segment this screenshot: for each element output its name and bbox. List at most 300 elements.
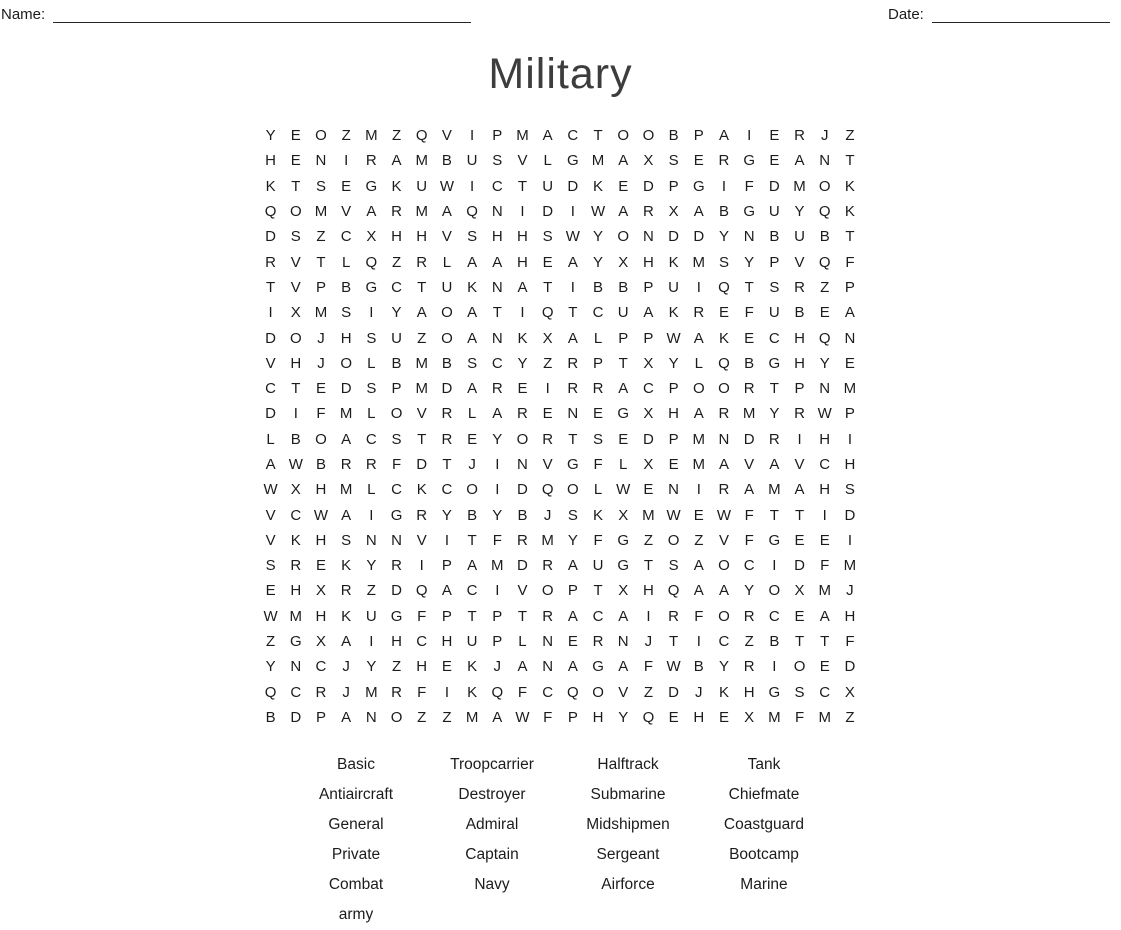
grid-letter: F [744, 506, 754, 524]
grid-letter: E [718, 304, 729, 322]
grid-letter: Z [417, 329, 427, 347]
grid-letter: K [341, 557, 352, 575]
grid-letter: C [265, 380, 277, 398]
word-list-item: Combat [328, 876, 384, 893]
grid-letter: M [365, 683, 378, 701]
grid-letter: R [441, 405, 453, 423]
grid-letter: Q [818, 253, 831, 271]
grid-letter: G [365, 177, 378, 195]
grid-letter: I [444, 683, 449, 701]
grid-letter: Y [718, 658, 729, 676]
grid-letter: Q [415, 127, 428, 145]
grid-letter: H [794, 354, 805, 372]
grid-letter: K [467, 278, 478, 296]
grid-letter: Q [541, 481, 554, 499]
grid-letter: D [693, 228, 705, 246]
grid-letter: O [466, 481, 478, 499]
grid-letter: Z [543, 354, 553, 372]
grid-letter: X [290, 481, 301, 499]
grid-letter: R [391, 683, 402, 701]
grid-letter: Q [718, 278, 730, 296]
grid-letter: H [844, 607, 856, 625]
grid-letter: B [794, 304, 805, 322]
date-fill-line [932, 7, 1110, 23]
grid-letter: W [263, 481, 278, 499]
date-label: Date: [888, 6, 924, 23]
grid-letter: X [366, 228, 377, 246]
grid-letter: A [441, 203, 452, 221]
grid-letter: K [265, 177, 276, 195]
grid-letter: O [390, 708, 403, 726]
grid-letter: M [692, 253, 706, 271]
grid-letter: T [543, 278, 553, 296]
grid-letter: I [520, 304, 525, 322]
grid-letter: Z [391, 658, 402, 676]
grid-letter: J [342, 658, 350, 676]
grid-letter: X [618, 582, 629, 600]
grid-letter: A [693, 557, 704, 575]
grid-letter: I [696, 633, 701, 651]
grid-letter: Y [744, 253, 755, 271]
name-fill-line [53, 7, 471, 23]
grid-letter: C [491, 177, 503, 195]
grid-letter: C [491, 354, 503, 372]
grid-letter: V [718, 531, 729, 549]
grid-letter: A [567, 253, 578, 271]
grid-letter: D [416, 456, 428, 473]
grid-letter: I [419, 557, 424, 575]
grid-letter: X [643, 456, 654, 473]
grid-letter: H [642, 253, 654, 271]
grid-letter: S [542, 228, 553, 246]
grid-letter: D [743, 430, 755, 448]
grid-letter: Q [818, 329, 831, 347]
grid-letter: M [339, 481, 353, 499]
grid-letter: B [265, 708, 276, 726]
grid-letter: A [718, 456, 729, 473]
grid-letter: F [417, 683, 427, 701]
grid-letter: I [696, 481, 701, 499]
grid-letter: N [365, 531, 377, 549]
grid-letter: G [743, 152, 755, 170]
grid-letter: W [263, 607, 278, 625]
grid-letter: C [365, 430, 377, 448]
grid-letter: C [466, 582, 478, 600]
grid-letter: R [718, 405, 730, 423]
grid-letter: R [668, 607, 680, 625]
grid-letter: K [718, 329, 729, 347]
grid-letter: R [794, 405, 805, 423]
grid-letter: T [794, 506, 805, 524]
grid-letter: A [467, 304, 478, 322]
grid-letter: H [743, 683, 755, 701]
grid-letter: V [290, 253, 301, 271]
grid-letter: E [315, 557, 326, 575]
grid-letter: A [567, 658, 578, 676]
grid-letter: B [769, 633, 780, 651]
grid-letter: U [391, 329, 402, 347]
grid-letter: T [291, 177, 301, 195]
grid-letter: O [718, 380, 730, 398]
grid-letter: C [340, 228, 352, 246]
grid-letter: A [467, 253, 478, 271]
grid-letter: P [441, 607, 452, 625]
grid-letter: J [317, 354, 325, 372]
grid-letter: R [794, 127, 805, 145]
grid-letter: M [491, 557, 504, 575]
grid-letter: E [794, 607, 805, 625]
grid-letter: D [441, 380, 453, 398]
word-list-item: Admiral [465, 816, 519, 833]
grid-letter: E [819, 531, 830, 549]
word-list-item: Captain [465, 846, 519, 863]
grid-letter: J [317, 329, 325, 347]
grid-letter: S [315, 177, 326, 195]
grid-letter: O [567, 481, 579, 499]
grid-letter: X [643, 405, 654, 423]
grid-letter: H [290, 354, 302, 372]
grid-letter: T [643, 557, 653, 575]
grid-letter: U [416, 177, 428, 195]
grid-letter: P [315, 278, 326, 296]
grid-letter: P [441, 557, 452, 575]
grid-letter: E [844, 354, 855, 372]
grid-letter: S [341, 304, 352, 322]
grid-letter: M [415, 354, 428, 372]
grid-letter: D [768, 177, 780, 195]
grid-letter: S [467, 228, 478, 246]
grid-letter: J [342, 683, 350, 701]
grid-letter: V [265, 531, 276, 549]
grid-letter: X [744, 708, 755, 726]
grid-letter: H [592, 708, 604, 726]
grid-letter: C [391, 481, 402, 499]
grid-letter: V [416, 405, 427, 423]
grid-letter: Y [593, 253, 604, 271]
grid-letter: R [517, 405, 528, 423]
grid-letter: Y [517, 354, 528, 372]
grid-letter: C [441, 481, 453, 499]
grid-letter: N [642, 228, 654, 246]
grid-letter: G [743, 203, 755, 221]
grid-letter: F [391, 456, 402, 473]
grid-letter: D [668, 228, 680, 246]
grid-letter: T [442, 456, 452, 473]
grid-letter: M [843, 380, 857, 398]
grid-letter: Y [391, 304, 402, 322]
grid-letter: K [844, 203, 855, 221]
grid-letter: V [744, 456, 755, 473]
grid-letter: S [769, 278, 780, 296]
grid-letter: R [441, 430, 453, 448]
grid-letter: Z [442, 708, 452, 726]
grid-letter: Y [794, 203, 805, 221]
word-list-item: army [338, 906, 374, 923]
grid-letter: R [642, 203, 654, 221]
grid-letter: V [794, 456, 805, 473]
grid-letter: E [819, 304, 830, 322]
grid-letter: Z [417, 708, 427, 726]
grid-letter: R [290, 557, 302, 575]
grid-letter: P [668, 177, 679, 195]
grid-letter: T [568, 430, 578, 448]
grid-letter: S [794, 683, 805, 701]
grid-letter: C [592, 304, 604, 322]
grid-letter: R [542, 557, 554, 575]
grid-letter: S [265, 557, 276, 575]
grid-letter: P [593, 354, 604, 372]
grid-letter: M [415, 203, 428, 221]
grid-letter: H [391, 228, 402, 246]
grid-letter: I [470, 127, 475, 145]
grid-letter: H [819, 481, 831, 499]
grid-letter: S [341, 531, 352, 549]
grid-letter: M [818, 708, 831, 726]
grid-letter: A [517, 278, 528, 296]
grid-letter: C [290, 506, 302, 524]
grid-letter: L [367, 481, 376, 499]
grid-letter: W [439, 177, 454, 195]
grid-letter: N [542, 633, 554, 651]
grid-letter: A [492, 253, 503, 271]
grid-letter: L [467, 405, 477, 423]
grid-letter: G [617, 531, 630, 549]
grid-letter: X [643, 354, 654, 372]
grid-letter: H [315, 481, 327, 499]
grid-letter: R [743, 658, 755, 676]
grid-letter: T [744, 278, 754, 296]
grid-letter: O [818, 177, 831, 195]
grid-letter: K [844, 177, 855, 195]
grid-letter: B [441, 354, 452, 372]
grid-letter: J [493, 658, 502, 676]
grid-letter: A [441, 582, 452, 600]
grid-letter: B [819, 228, 830, 246]
grid-letter: V [542, 456, 553, 473]
grid-letter: A [794, 481, 805, 499]
grid-letter: G [390, 506, 403, 524]
grid-letter: M [314, 304, 328, 322]
grid-letter: R [592, 380, 604, 398]
word-list-item: Tank [747, 756, 781, 773]
grid-letter: R [517, 531, 528, 549]
grid-letter: D [517, 557, 528, 575]
grid-letter: O [289, 203, 302, 221]
grid-letter: K [593, 506, 604, 524]
grid-letter: E [668, 708, 679, 726]
grid-letter: S [366, 380, 377, 398]
grid-letter: I [369, 633, 374, 651]
grid-letter: E [290, 127, 301, 145]
grid-letter: B [668, 127, 679, 145]
grid-letter: W [313, 506, 329, 524]
grid-letter: G [592, 658, 604, 676]
grid-letter: N [391, 531, 402, 549]
grid-letter: O [315, 430, 327, 448]
grid-letter: A [618, 607, 629, 625]
grid-letter: B [693, 658, 704, 676]
grid-letter: R [416, 506, 428, 524]
grid-letter: H [265, 152, 277, 170]
grid-letter: M [591, 152, 605, 170]
grid-letter: G [567, 456, 579, 473]
grid-letter: A [618, 380, 629, 398]
grid-letter: R [542, 607, 554, 625]
grid-letter: T [769, 380, 779, 398]
grid-letter: E [693, 152, 704, 170]
grid-letter: P [618, 329, 629, 347]
grid-letter: P [769, 253, 780, 271]
grid-letter: R [592, 633, 604, 651]
grid-letter: V [441, 228, 452, 246]
grid-letter: Y [567, 531, 578, 549]
grid-letter: I [369, 304, 374, 322]
grid-letter: Z [643, 531, 653, 549]
grid-letter: M [692, 430, 706, 448]
grid-letter: Y [593, 228, 604, 246]
grid-letter: M [465, 708, 479, 726]
puzzle-title: Military [488, 50, 633, 98]
grid-letter: Y [618, 708, 629, 726]
grid-letter: I [772, 557, 777, 575]
grid-letter: A [718, 127, 729, 145]
grid-letter: B [517, 506, 528, 524]
grid-letter: J [543, 506, 552, 524]
grid-letter: G [768, 531, 781, 549]
grid-letter: C [768, 607, 780, 625]
grid-letter: D [668, 683, 680, 701]
grid-letter: X [290, 304, 301, 322]
grid-letter: A [467, 380, 478, 398]
grid-letter: Z [845, 708, 855, 726]
grid-letter: T [593, 127, 603, 145]
grid-letter: I [293, 405, 298, 423]
grid-letter: O [617, 228, 630, 246]
grid-letter: O [768, 582, 781, 600]
grid-letter: T [769, 506, 779, 524]
grid-letter: L [367, 405, 376, 423]
grid-letter: I [570, 278, 575, 296]
grid-letter: I [495, 582, 500, 600]
grid-letter: A [542, 127, 553, 145]
grid-letter: Y [441, 506, 452, 524]
grid-letter: F [643, 658, 653, 676]
grid-letter: I [847, 430, 852, 448]
grid-letter: Y [265, 658, 276, 676]
grid-letter: P [794, 380, 805, 398]
grid-letter: I [646, 607, 651, 625]
grid-letter: O [441, 329, 453, 347]
grid-letter: I [696, 278, 701, 296]
grid-letter: P [844, 405, 855, 423]
grid-letter: N [743, 228, 755, 246]
grid-letter: C [290, 683, 302, 701]
word-list [288, 750, 832, 930]
grid-letter: A [819, 607, 830, 625]
grid-letter: V [290, 278, 301, 296]
grid-letter: U [542, 177, 554, 195]
grid-letter: E [567, 633, 578, 651]
grid-letter: Y [366, 658, 377, 676]
grid-letter: S [844, 481, 855, 499]
grid-letter: D [517, 481, 528, 499]
grid-letter: O [617, 127, 630, 145]
grid-letter: J [846, 582, 854, 600]
grid-letter: A [341, 430, 352, 448]
grid-letter: L [266, 430, 275, 448]
grid-letter: A [718, 582, 729, 600]
grid-letter: E [643, 481, 654, 499]
grid-letter: L [442, 253, 452, 271]
grid-letter: K [668, 304, 679, 322]
grid-letter: I [570, 203, 575, 221]
grid-letter: B [341, 278, 352, 296]
grid-letter: R [491, 380, 503, 398]
grid-letter: K [593, 177, 604, 195]
grid-letter: H [794, 329, 805, 347]
grid-letter: Y [492, 506, 503, 524]
grid-letter: W [515, 708, 530, 726]
grid-letter: X [618, 506, 629, 524]
grid-letter: O [340, 354, 352, 372]
grid-letter: H [391, 633, 402, 651]
grid-letter: U [466, 152, 478, 170]
grid-letter: B [315, 456, 326, 473]
grid-letter: B [769, 228, 780, 246]
grid-letter: V [517, 582, 528, 600]
grid-letter: H [315, 531, 327, 549]
grid-letter: C [718, 633, 730, 651]
grid-letter: A [794, 152, 805, 170]
grid-letter: F [744, 531, 754, 549]
grid-letter: U [592, 557, 604, 575]
name-field [1, 6, 471, 23]
grid-letter: H [290, 582, 302, 600]
grid-letter: N [617, 633, 629, 651]
date-field [888, 6, 1110, 23]
grid-letter: V [416, 531, 427, 549]
grid-letter: T [845, 228, 855, 246]
grid-letter: E [744, 329, 755, 347]
grid-letter: Q [718, 354, 730, 372]
grid-letter: T [467, 531, 477, 549]
grid-letter: Y [744, 582, 755, 600]
grid-letter: Q [818, 203, 831, 221]
grid-letter: R [542, 430, 554, 448]
grid-letter: T [618, 354, 628, 372]
grid-letter: F [744, 304, 754, 322]
grid-letter: A [492, 405, 503, 423]
grid-letter: H [517, 253, 528, 271]
grid-letter: D [265, 228, 277, 246]
grid-letter: W [666, 506, 681, 524]
grid-letter: M [642, 506, 655, 524]
grid-letter: L [619, 456, 628, 473]
grid-letter: N [844, 329, 856, 347]
grid-letter: N [491, 329, 503, 347]
grid-letter: M [415, 380, 428, 398]
grid-letter: C [592, 607, 604, 625]
grid-letter: W [288, 456, 303, 473]
word-list-item: Antiaircraft [318, 786, 394, 803]
grid-letter: A [391, 152, 402, 170]
grid-letter: E [265, 582, 276, 600]
grid-letter: D [642, 177, 654, 195]
grid-letter: M [843, 557, 857, 575]
grid-letter: C [567, 127, 579, 145]
grid-letter: A [693, 405, 704, 423]
grid-letter: T [593, 582, 603, 600]
